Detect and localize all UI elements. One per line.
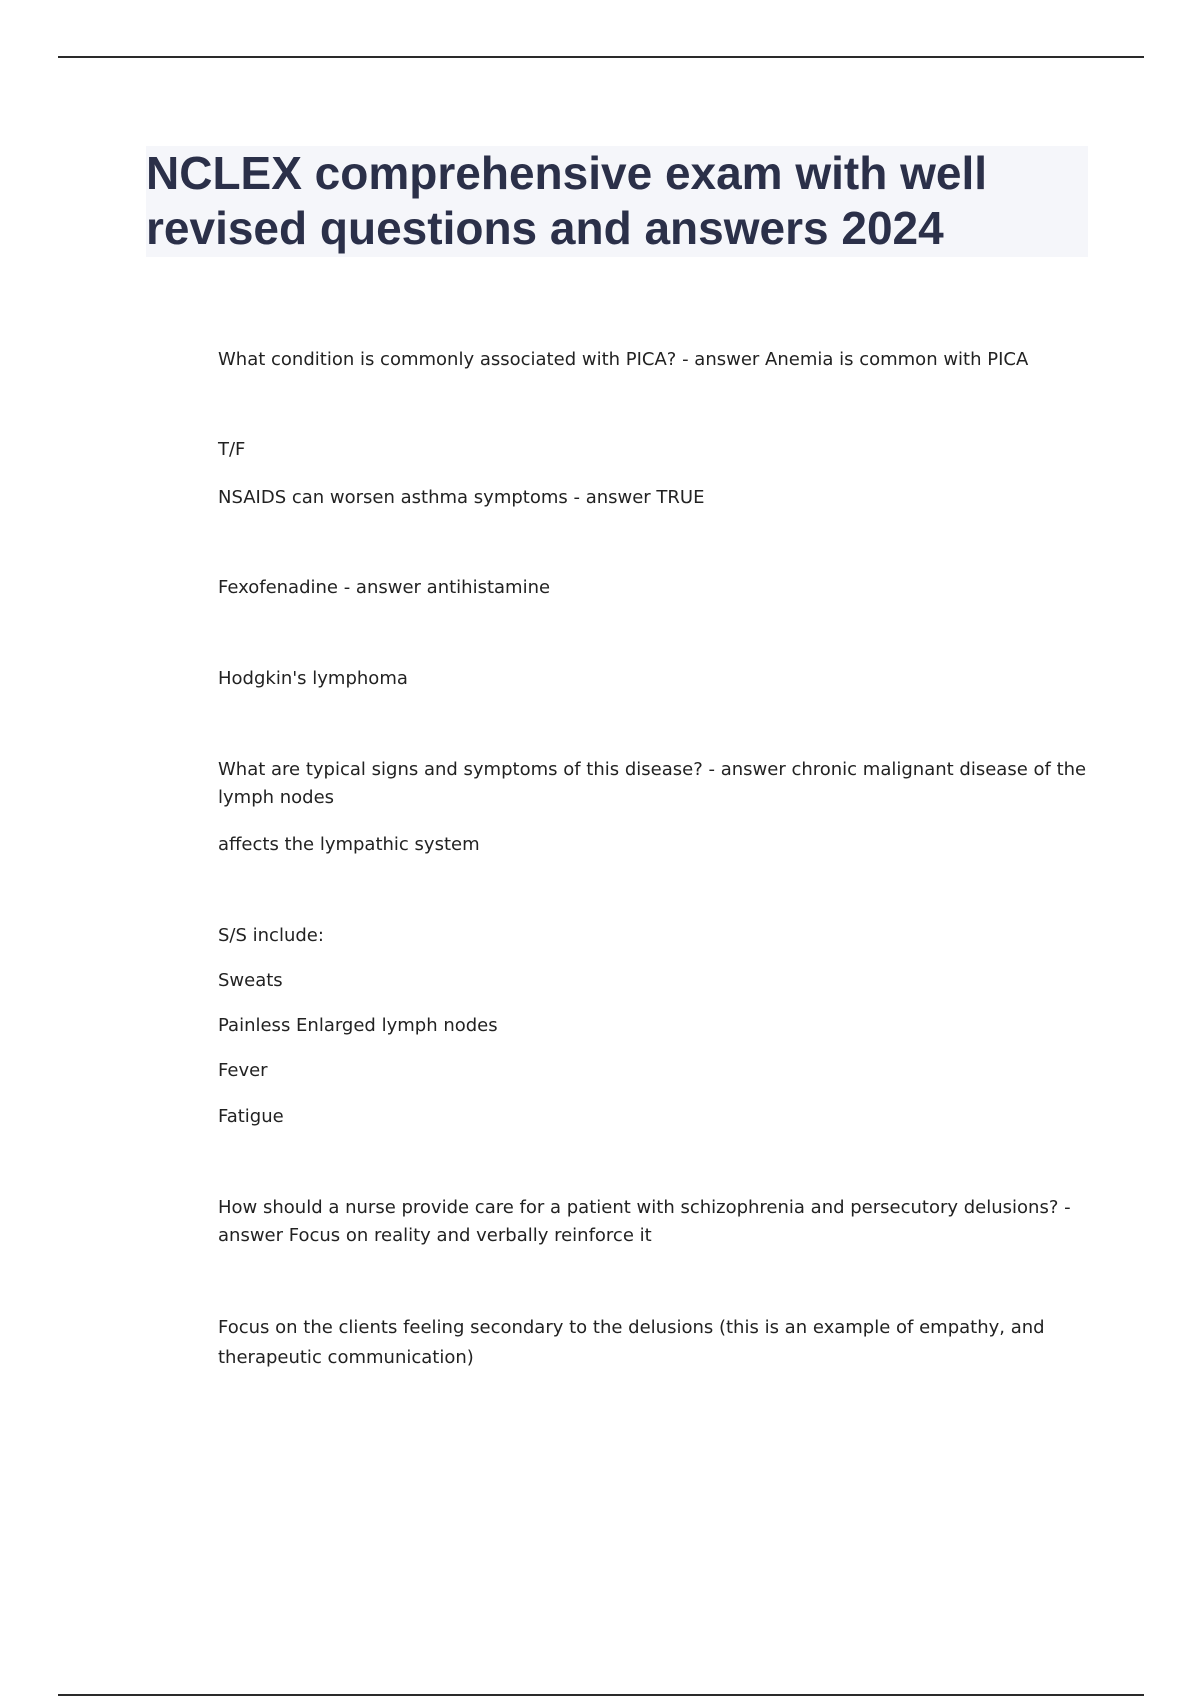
true-false-label: T/F — [218, 439, 246, 460]
symptom-sweats: Sweats — [218, 970, 283, 991]
symptoms-heading: S/S include: — [218, 925, 324, 946]
symptom-fatigue: Fatigue — [218, 1106, 284, 1127]
document-title-line-2: revised questions and answers 2024 — [146, 202, 944, 254]
schizophrenia-question-line-2: answer Focus on reality and verbally reinforce it — [218, 1225, 652, 1246]
empathy-note-line-1: Focus on the clients feeling secondary to the delusions (this is an example of empathy, and — [218, 1317, 1045, 1338]
hodgkins-heading: Hodgkin's lymphoma — [218, 668, 408, 689]
hodgkins-question-line-1: What are typical signs and symptoms of this disease? - answer chronic malignant disease of the — [218, 759, 1087, 780]
document-title — [146, 146, 1088, 256]
pica-question: What condition is commonly associated with PICA? - answer Anemia is common with PICA — [218, 349, 1029, 370]
schizophrenia-question-line-1: How should a nurse provide care for a patient with schizophrenia and persecutory delusions? - — [218, 1197, 1071, 1218]
empathy-note-line-2: therapeutic communication) — [218, 1347, 474, 1368]
top-divider — [58, 56, 1144, 58]
symptom-fever: Fever — [218, 1060, 268, 1081]
symptom-lymph-nodes: Painless Enlarged lymph nodes — [218, 1015, 498, 1036]
fexofenadine-question: Fexofenadine - answer antihistamine — [218, 577, 551, 598]
document-title-line-1: NCLEX comprehensive exam with well — [146, 147, 988, 199]
lymphatic-note: affects the lympathic system — [218, 834, 480, 855]
hodgkins-question-line-2: lymph nodes — [218, 787, 335, 808]
nsaids-question: NSAIDS can worsen asthma symptoms - answer TRUE — [218, 487, 705, 508]
bottom-divider — [58, 1694, 1144, 1696]
